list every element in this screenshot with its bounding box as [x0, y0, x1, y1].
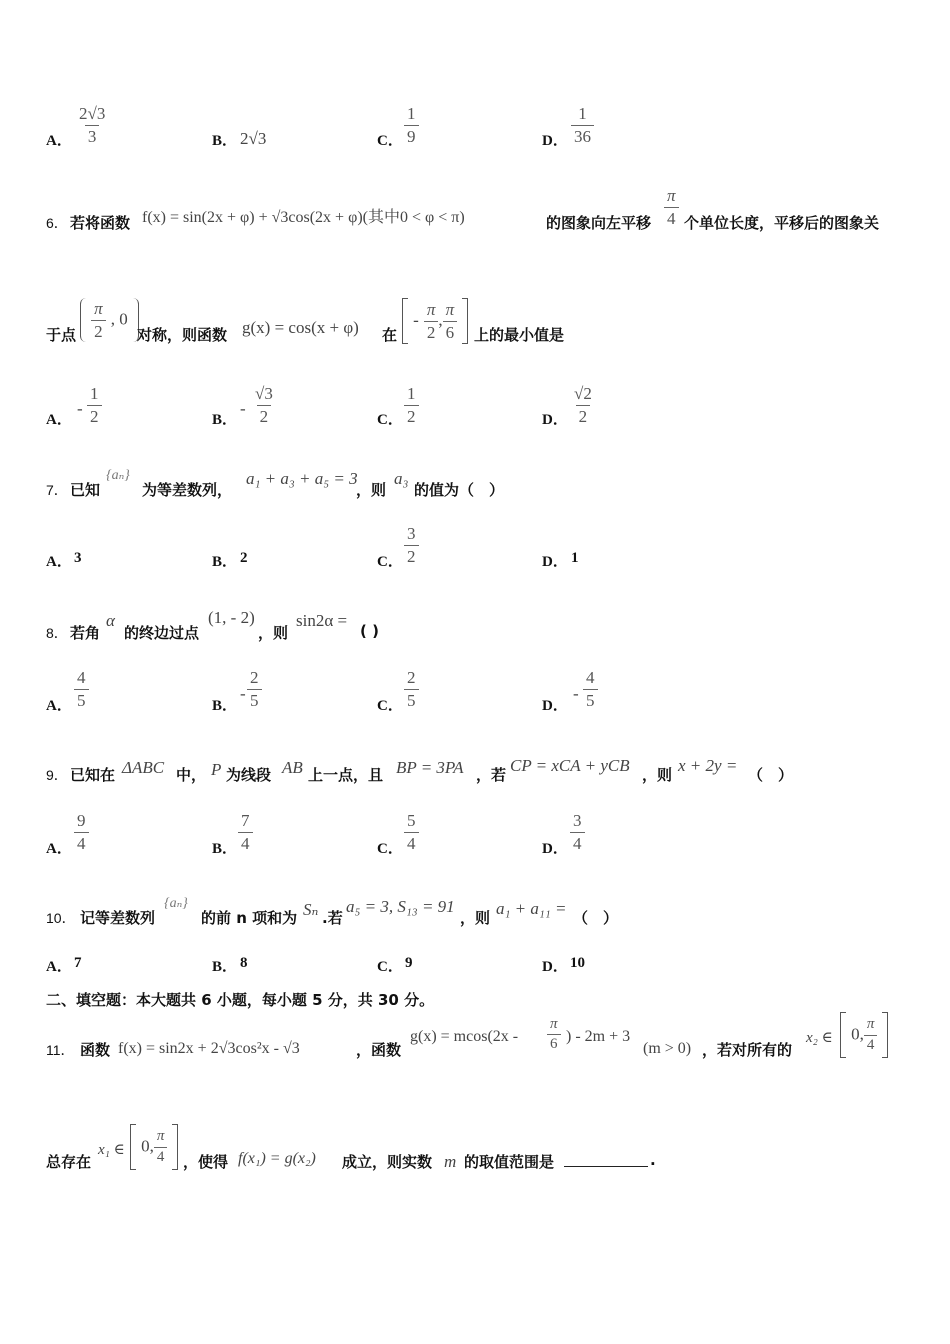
- question-text: ，若对所有的: [702, 1041, 793, 1059]
- option-label: C．: [377, 412, 403, 428]
- option-value: 9: [405, 955, 413, 971]
- question-number: 11．: [46, 1042, 75, 1058]
- formula: x + 2y =: [678, 756, 738, 775]
- option-a-fraction: $\frac{1}{2}$: [87, 384, 102, 426]
- option-label: C．: [377, 841, 403, 857]
- option-label: A．: [46, 133, 72, 149]
- option-label: B．: [212, 841, 238, 857]
- option-a-fraction: $\frac{9}{4}$: [74, 811, 89, 853]
- option-label: D．: [542, 959, 568, 975]
- option-label: A．: [46, 841, 72, 857]
- formula: f(x) = sin(2x + φ) + √3cos(2x + φ)(其中0 < φ < π): [142, 209, 465, 226]
- formula: ) - 2m + 3: [566, 1028, 631, 1045]
- formula: f(x₁) = g(x₂): [238, 1150, 316, 1167]
- interval: 0, $\frac{\pi}{4}$: [130, 1124, 178, 1170]
- sequence: {aₙ}: [164, 896, 188, 911]
- question-text: （ ）: [748, 766, 794, 784]
- question-text: 个单位长度，平移后的图象关: [684, 214, 880, 232]
- point: $\frac{\pi}{2}$ , 0: [80, 298, 139, 342]
- option-label: A．: [46, 698, 72, 714]
- option-a-fraction: $\frac{4}{5}$: [74, 668, 89, 710]
- option-value: 2: [240, 550, 248, 566]
- segment: AB: [282, 758, 303, 777]
- option-b-fraction: $\frac{2}{5}$: [247, 668, 262, 710]
- question-text: 已知: [70, 481, 101, 499]
- option-label: C．: [377, 554, 403, 570]
- option-d-fraction: $\frac{3}{4}$: [570, 811, 585, 853]
- option-d-fraction: $\frac{√2}{2}$: [574, 384, 592, 426]
- question-text: ，则: [460, 909, 491, 927]
- question-text: .若: [322, 909, 343, 927]
- point-p: P: [211, 760, 222, 779]
- option-sign: -: [573, 684, 579, 703]
- interval: - $\frac{\pi}{2}$ , $\frac{\pi}{6}$: [402, 298, 468, 344]
- option-label: B．: [212, 959, 238, 975]
- question-text: 为线段: [226, 766, 272, 784]
- question-text: 的值为（ ）: [414, 481, 505, 499]
- question-text: ( ): [360, 622, 379, 640]
- triangle: ΔABC: [122, 758, 165, 777]
- shift-fraction: $\frac{\pi}{4}$: [664, 186, 679, 228]
- question-text: 在: [382, 326, 398, 344]
- section-heading: 二、填空题：本大题共 6 小题，每小题 5 分，共 30 分。: [46, 991, 435, 1009]
- option-sign: -: [77, 399, 83, 418]
- alpha: α: [106, 611, 115, 630]
- formula: a₃: [394, 469, 409, 488]
- formula: a₁ + a₃ + a₅ = 3: [246, 469, 358, 488]
- option-b-fraction: $\frac{√3}{2}$: [255, 384, 273, 426]
- question-text: ，函数: [356, 1041, 402, 1059]
- question-text: 为等差数列，: [142, 481, 233, 499]
- formula: x₁ ∈: [98, 1142, 125, 1158]
- question-number: 6．: [46, 215, 68, 231]
- option-c-fraction: $\frac{1}{9}$: [404, 104, 419, 146]
- option-label: B．: [212, 698, 238, 714]
- question-text: 的前 n 项和为: [201, 909, 298, 927]
- question-text: ，则: [642, 766, 673, 784]
- option-label: D．: [542, 698, 568, 714]
- option-b-value: 2√3: [240, 129, 267, 148]
- option-label: B．: [212, 554, 238, 570]
- option-c-fraction: $\frac{2}{5}$: [404, 668, 419, 710]
- option-label: D．: [542, 133, 568, 149]
- option-label: A．: [46, 412, 72, 428]
- question-text: 已知在: [70, 766, 116, 784]
- option-d-fraction: $\frac{1}{36}$: [571, 104, 594, 146]
- question-text: ，若: [476, 766, 507, 784]
- option-label: D．: [542, 554, 568, 570]
- option-sign: -: [240, 684, 246, 703]
- sequence: {aₙ}: [106, 468, 130, 483]
- option-label: A．: [46, 959, 72, 975]
- condition: (m > 0): [643, 1040, 692, 1057]
- question-text: .: [650, 1151, 656, 1169]
- formula: Sₙ: [303, 900, 319, 919]
- formula: a₅ = 3, S₁₃ = 91: [346, 897, 455, 916]
- question-text: ，则: [258, 624, 289, 642]
- question-text: 的图象向左平移: [546, 214, 652, 232]
- question-number: 10．: [46, 910, 76, 926]
- formula: x₂ ∈: [806, 1030, 833, 1046]
- question-text: 若角: [70, 624, 101, 642]
- option-label: D．: [542, 412, 568, 428]
- option-a-fraction: $\frac{2√3}{3}$: [79, 104, 106, 146]
- option-c-fraction: $\frac{3}{2}$: [404, 524, 419, 566]
- question-text: 对称，则函数: [137, 326, 228, 344]
- option-label: D．: [542, 841, 568, 857]
- question-text: ，则: [356, 481, 387, 499]
- formula: a₁ + a₁₁ =: [496, 899, 567, 918]
- formula: BP = 3PA: [396, 758, 464, 777]
- question-text: 若将函数: [70, 214, 131, 232]
- formula: g(x) = cos(x + φ): [242, 318, 359, 337]
- formula: g(x) = mcos(2x -: [410, 1028, 519, 1045]
- g-fraction: $\frac{\pi}{6}$: [547, 1016, 561, 1054]
- question-number: 8．: [46, 625, 68, 641]
- option-sign: -: [240, 399, 246, 418]
- option-label: B．: [212, 412, 238, 428]
- option-value: 10: [570, 955, 585, 971]
- question-text: 总存在: [46, 1153, 92, 1171]
- variable-m: m: [444, 1152, 457, 1171]
- answer-blank[interactable]: [564, 1152, 648, 1171]
- question-text: （ ）: [573, 909, 619, 927]
- question-text: 中，: [176, 766, 207, 784]
- question-number: 7．: [46, 482, 68, 498]
- option-label: B．: [212, 133, 238, 149]
- question-text: 函数: [80, 1041, 111, 1059]
- option-label: C．: [377, 133, 403, 149]
- option-b-fraction: $\frac{7}{4}$: [238, 811, 253, 853]
- question-text: 成立，则实数: [342, 1153, 433, 1171]
- question-text: 记等差数列: [80, 909, 156, 927]
- option-value: 1: [571, 550, 579, 566]
- point: (1, - 2): [208, 608, 255, 627]
- question-text: 于点: [46, 326, 77, 344]
- question-text: ，使得: [183, 1153, 229, 1171]
- formula: f(x) = sin2x + 2√3cos²x - √3: [118, 1040, 300, 1057]
- option-label: C．: [377, 698, 403, 714]
- option-label: C．: [377, 959, 403, 975]
- question-text: 上一点，且: [308, 766, 384, 784]
- option-c-fraction: $\frac{5}{4}$: [404, 811, 419, 853]
- question-text: 的取值范围是: [464, 1153, 555, 1171]
- option-c-fraction: $\frac{1}{2}$: [404, 384, 419, 426]
- formula: sin2α =: [296, 611, 348, 630]
- formula: CP = xCA + yCB: [510, 756, 630, 775]
- question-text: 的终边过点: [124, 624, 200, 642]
- option-value: 8: [240, 955, 248, 971]
- option-label: A．: [46, 554, 72, 570]
- interval: 0, $\frac{\pi}{4}$: [840, 1012, 888, 1058]
- option-value: 7: [74, 955, 82, 971]
- option-value: 3: [74, 550, 82, 566]
- question-text: 上的最小值是: [474, 326, 565, 344]
- option-d-fraction: $\frac{4}{5}$: [583, 668, 598, 710]
- question-number: 9．: [46, 767, 68, 783]
